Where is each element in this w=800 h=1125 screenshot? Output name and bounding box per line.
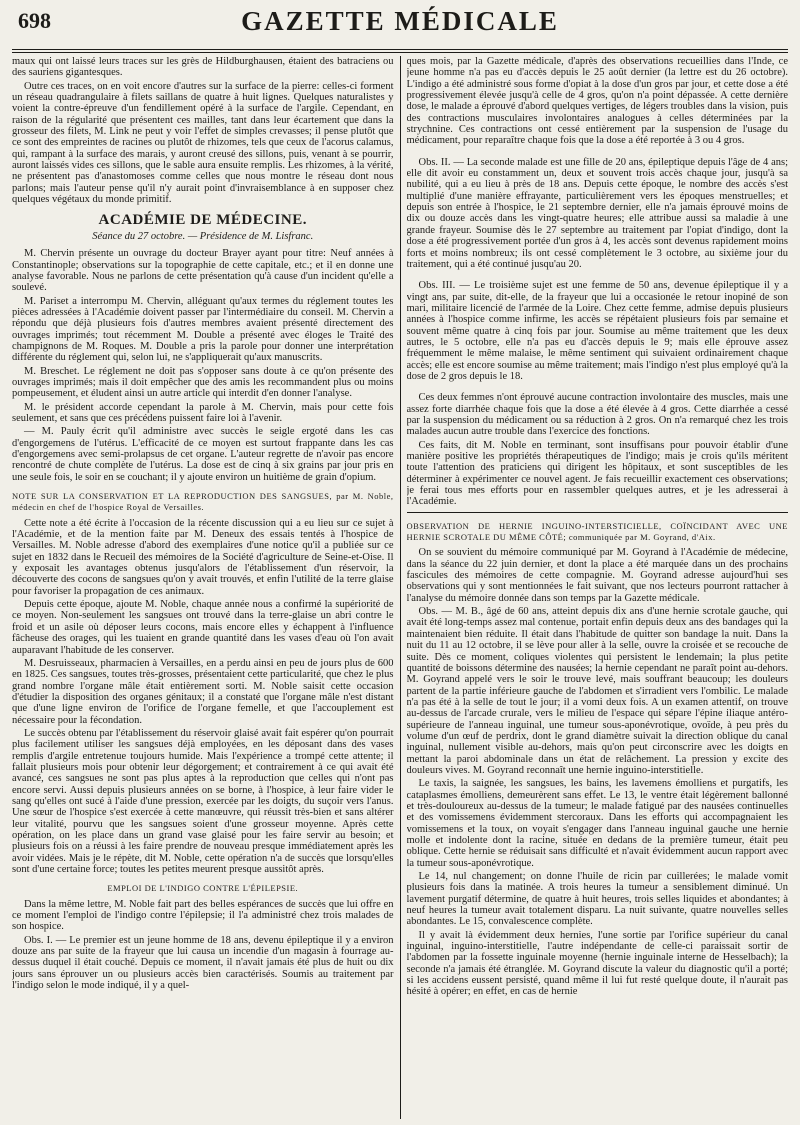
paragraph: Ces faits, dit M. Noble en terminant, sont insuffisans pour pouvoir établir d'une manière positive les propriétés thérapeutiques de l'indigo; mais je crois qu'ils méritent toute l'attention des praticiens qui dirigent les hôpitaux, et sont susceptibles de les déterminer à expérimenter ce nouvel agent. Je fais recueillir exactement ces observations; je ferai tous mes efforts pour en rassembler quelques autres, et je les adresserai à l'Académie. — [406, 439, 788, 508]
paragraph: Ces deux femmes n'ont éprouvé aucune contraction involontaire des muscles, mais une assez forte diarrhée chaque fois que la dose a été élevée à 4 gros. Cette diarrhée a cessé par la suspension du médicament ou sa réduction à 2 gros. On n'a remarqué chez les trois malades aucun autre trouble dans l'exercice des fonctions. — [406, 392, 788, 438]
paragraph: Outre ces traces, on en voit encore d'autres sur la surface de la pierre: celles-ci forment un réseau quadrangulaire à filets saillans de quatre à huit lignes. Quelques naturalistes y voient la contre-épreuve d'un fendillement opéré à la surface de l'argile. Cependant, en raison de la régularité que présentent ces mailles, tant dans leur écartement que dans la grosseur des filets, M. Link ne peut y voir l'effet de simples crevasses; il pense plutôt que ce sont des empreintes de racines ou plutôt de rhizomes, tels que ceux de l'acorus calamus, qui, rampant à la surface des marais, y auront creusé des sillons, puis, venant à se pourrir, auront laissés vides ces sillons, que le sable aura ensuite remplis. Les rhizomes, à la vérité, ne présentent pas d'anastomoses comme celles que nous montre le réseau dont nous parlons; mais l'auteur pense qu'il n'y aurait point d'invraisemblance à en supposer chez quelques végétaux du monde primitif. — [12, 80, 394, 206]
section-rule — [407, 512, 789, 513]
paragraph: M. Chervin présente un ouvrage du docteur Brayer ayant pour titre: Neuf années à Constantinople; observations sur la topographie de cette capitale, etc.; et il en donne une analyse favorable. Nous ne parlons de cette présentation qu'à cause d'un incident qu'elle a soulevé. — [12, 248, 394, 294]
paragraph: maux qui ont laissé leurs traces sur les grès de Hildburghausen, étaient des batraciens ou des sauriens gigantesques. — [12, 56, 394, 79]
journal-title: GAZETTE MÉDICALE — [241, 6, 559, 36]
paragraph: Dans la même lettre, M. Noble fait part des belles espérances de succès que lui offre en ce moment l'emploi de l'indigo contre l'épilepsie; il l'a administré chez trois malades de son hospice. — [12, 898, 394, 933]
paragraph: M. Desruisseaux, pharmacien à Versailles, en a perdu ainsi en peu de jours plus de 600 en 1825. Ces sangsues, toutes très-grosses, présentaient cette particularité, que chez le plus grand nombre l'organe mâle était entièrement sorti. M. Noble saisit cette occasion d'étudier la disposition des organes génitaux; il a constaté que l'organe mâle n'est distant que d'une ligne environ de l'orifice de l'organe femelle, et que l'accouplement est nécessaire pour la fécondation. — [12, 657, 394, 726]
header-rule — [12, 49, 788, 50]
paragraph: On se souvient du mémoire communiqué par M. Goyrand à l'Académie de médecine, dans la séance du 22 juin dernier, et dont la place a été marquée dans un des prochains fascicules des mémoires de cette compagnie. M. Goyrand adresse aujourd'hui ses observations qui y sont mentionnées le fait suivant, que nos lecteurs pourront rattacher à l'analyse du mémoire donnée dans son temps par la Gazette médicale. — [406, 547, 788, 604]
paragraph: Il y avait là évidemment deux hernies, l'une sortie par l'orifice supérieur du canal inguinal, inguino-interstitielle, l'autre indépendante de celle-ci paraissait sortir de l'abdomen par la fossette inguinale moyenne (hernie inguinale interne de Hesselbach); la seconde n'a jamais été étranglée. M. Goyrand discute la valeur du diagnostic qu'il a porté; si les accidens eussent persisté, quand même il lui fut resté quelque doute, il n'aurait pas hésité à opérer; en effet, en cas de hernie — [406, 929, 788, 998]
paragraph: Obs. I. — Le premier est un jeune homme de 18 ans, devenu épileptique il y a environ douze ans par suite de la frayeur que lui causa un incendie d'un magasin à fourrage au-dessus duquel il était couché. Depuis ce moment, il n'avait jamais été plus de huit ou dix jours sans éprouver un ou plusieurs accès bien caractérisés. Soumis au traitement par l'indigo selon le mode indiqué, il y a quel- — [12, 934, 394, 992]
paragraph: ques mois, par la Gazette médicale, d'après des observations recueillies dans l'Inde, ce jeune homme n'a pas eu d'accès depuis le 25 août dernier (la lettre est du 26 octobre). L'indigo a été administré sous forme d'opiat à la dose d'un gros par jour, et cette dose a été progressivement élevée jusqu'à celle de 4 gros, qu'on n'a point dépassée. A cette dernière dose, le malade a éprouvé d'abord quelques vertiges, de légers troubles dans la vision, puis des contractions musculaires involontaires analogues à celles déterminées par la strychnine. Ces contractions ont cessé entièrement par la suspension de l'usage du médicament, pour reparaître chaque fois que la dose a été reportée à 3 ou 4 gros. — [406, 56, 788, 147]
paragraph: Le succès obtenu par l'établissement du réservoir glaisé avait fait espérer qu'on pourrait plus facilement utiliser les sangsues déjà employées, en les déposant dans des vases remplis d'argile entretenue toujours humide. Mais l'expérience a trompé cette attente; il fallait plusieurs mois pour obtenir leur dégorgement; et contrairement à ce qui avait été avancé, ces sangsues ne sont pas plus aptes à la reproduction que celles qui n'ont pas encore servi. Aussi depuis plusieurs années on se borne, à l'hospice, à leur faire vider le sang qu'elles ont sucé à l'aide d'une pression, exercée par les doigts, du suçoir vers l'anus. Une sœur de l'hospice s'est exercée à cette manœuvre, qui réussit très-bien et sans altérer leur vitalité, pourvu que les sangsues soient d'une grosseur moyenne. Après cette opération, on les place dans un grand vase glaisé pour les faire servir au besoin; et plusieurs fois on a réussi à les faire prendre de nouveau presque immédiatement après les avoir vidées. Mais je le répète, dit M. Noble, cette opération n'a de succès que lorsqu'elles sont d'une certaine force; toutes les petites meurent presque aussitôt après. — [12, 727, 394, 876]
paragraph: M. Pariset a interrompu M. Chervin, alléguant qu'aux termes du réglement toutes les pièces adressées à l'Académie doivent passer par l'intermédiaire du conseil. M. Chervin a répondu que déjà plusieurs fois d'autres membres avaient présenté directement des ouvrages imprimés; tout récemment M. Double a présenté avec éloges le Traité des champignons de M. Roques. M. Double a pris la parole pour donner une interprétation différente du réglement qui, selon lui, ne s'appliquerait qu'aux manuscrits. — [12, 295, 394, 364]
hernia-heading: OBSERVATION DE HERNIE INGUINO-INTERSTICIELLE, COÏNCIDANT AVEC UNE HERNIE SCROTALE DU MÊME CÔTÉ; communiquée par M. Goyrand, d'Aix. — [406, 520, 788, 543]
paragraph: — M. Pauly écrit qu'il administre avec succès le seigle ergoté dans les cas d'engorgemens de l'utérus. L'efficacité de ce moyen est surtout frappante dans les cas d'engorgemens avec semi-prolapsus de cet organe. L'auteur regrette de n'avoir pas encore rencontré de chute complète de l'utérus. La dose est de cinq à six grains par jour pris en une seule fois, le soir en se couchant; il y ajoute environ un huitième de grain d'opium. — [12, 426, 394, 483]
header-rule-thin — [12, 52, 788, 53]
article-columns — [12, 56, 788, 1119]
page-number: 698 — [18, 8, 51, 33]
paragraph: Depuis cette époque, ajoute M. Noble, chaque année nous a confirmé la supériorité de ce moyen. Non-seulement les sangsues ont trouvé dans la terre-glaise un abri contre le froid et un asile où déposer leurs cocons, mais encore elles y échappent à l'influence fâcheuse des orages, qui les tuaient en grande quantité dans les vases d'eau où l'on avait auparavant l'habitude de les conserver. — [12, 599, 394, 656]
paragraph: Obs. — M. B., âgé de 60 ans, atteint depuis dix ans d'une hernie scrotale gauche, qui avait été long-temps assez mal contenue, portait enfin depuis deux ans des bandages qui la maintenaient bien réduite. Il était dans l'habitude de quitter son bandage la nuit. Dans la nuit du 11 au 12 octobre, il se lève pour aller à la selle, ouvre la croisée et se recouche de suite. Dès ce moment, coliques violentes qui persistent le lendemain; la plus petite quantité de boissons détermine des nausées; la hernie cependant ne paraît point au-dehors. M. Goyrand appelé vers le soir le trouve levé, mais souffrant beaucoup; les douleurs partent de la partie inférieure gauche de l'abdomen et s'irradient vers l'ombilic. Le malade n'a pas été à la selle de tout le jour; il a vomi deux fois. A un examen attentif, on trouve au-dessus de l'arcade crurale, vers le milieu de l'espace qui sépare l'épine iliaque antéro-supérieure de l'anneau inguinal, une tumeur sous-aponévrotique, ovoïde, à peu près du volume d'un œuf de perdrix, dont le grand diamètre suivait la direction oblique du canal inguinal, nullement visible au-dehors, mais qu'on peut circonscrire avec les doigts en mettant la paroi abdominale dans un état de relâchement. La pression y excite des douleurs vives. M. Goyrand reconnaît une hernie inguino-interstitielle. — [406, 606, 788, 776]
paragraph: Obs. II. — La seconde malade est une fille de 20 ans, épileptique depuis l'âge de 4 ans; elle dit avoir eu constamment un, deux et souvent trois accès chaque jour, jusqu'à sa nubilité, qui a eu lieu à près de 18 ans. Depuis cette époque, le nombre des accès s'est multiplié d'une manière effrayante, particulièrement vers les époques menstruelles; et depuis son entrée à l'hospice, le 21 septembre dernier, elle n'a jamais éprouvé moins de dix ou douze accès dans les vingt-quatre heures; elle attribue aussi sa maladie à une grande frayeur. Soumise dès le 27 septembre au traitement par l'opiat d'indigo, dont la dose a été progressivement portée d'un gros à 4, les accès sont devenus rapidement moins forts et moins nombreux; ils ont cessé complètement le 3 octobre, au sixième jour du traitement, qui a été continué jusqu'au 20. — [406, 156, 788, 270]
left-column — [12, 56, 394, 1119]
paragraph: Obs. III. — Le troisième sujet est une femme de 50 ans, devenue épileptique il y a vingt ans, par suite, dit-elle, de la frayeur que lui a occasionée le retour inopiné de son mari, militaire licencié de l'armée de la Loire. Chez cette femme, admise depuis plusieurs années à l'hospice comme infirme, les accès se répétaient plusieurs fois par semaine et souvent même quatre à cinq fois par jour. Soumise au même traitement que les deux autres, le 5 octobre, elle n'a pas eu d'accès depuis le 9; mais elle éprouve assez fréquemment le même malaise, le même sentiment qui suivaient ordinairement chaque accès; elle est encore soumise au même traitement; mais l'indigo n'est plus employé qu'à la dose de 2 gros depuis le 18. — [406, 280, 788, 382]
paragraph: Le 14, nul changement; on donne l'huile de ricin par cuillerées; le malade vomit plusieurs fois dans la matinée. A trois heures la tumeur a sensiblement diminué. Un lavement purgatif détermine, de quatre à huit heures, trois selles liquides et abondantes; à neuf heures la tumeur avait totalement disparu. La nuit suivante, quatre nouvelles selles abondantes. Le 15, convalescence complète. — [406, 871, 788, 928]
paragraph: M. le président accorde cependant la parole à M. Chervin, mais pour cette fois seulement, et sans que ces précédens puissent faire loi à l'avenir. — [12, 401, 394, 424]
indigo-heading: EMPLOI DE L'INDIGO CONTRE L'ÉPILEPSIE. — [107, 883, 299, 894]
masthead — [12, 4, 788, 54]
column-divider — [400, 56, 401, 1119]
session-subheading: Séance du 27 octobre. — Présidence de M. Lisfranc. — [92, 230, 314, 242]
right-column — [407, 56, 789, 1119]
section-heading-academy: ACADÉMIE DE MÉDECINE. — [98, 212, 307, 229]
paragraph: Cette note a été écrite à l'occasion de la récente discussion qui a eu lieu sur ce sujet à l'Académie, et de la mention faite par M. Deneux des essais tentés à l'hospice de Versailles. M. Noble adresse d'abord des exemplaires d'une notice qu'il a publiée sur ce sujet en 1832 dans le Recueil des mémoires de la Société d'agriculture de Seine-et-Oise. Il y exposait les avantages obtenus jusqu'alors de l'établissement d'un réservoir, la découverte des cocons de sangsues qu'on y avait trouvés, et enfin l'utilité de la terre glaise pour favoriser la propagation de ces animaux. — [12, 517, 394, 597]
paragraph: Le taxis, la saignée, les sangsues, les bains, les lavemens émolliens et purgatifs, les cataplasmes émolliens, demeurèrent sans effet. Le 13, le ventre était légèrement ballonné et très-douloureux au-dessus de la tumeur; le malade fatigué par des nausées continuelles et des vomissemens évidemment stercoraux. Dans les efforts qui accompagnaient les vomissemens et la toux, on voyait s'engager dans l'anneau inguinal gauche une hernie molle et indolente dont la racine, située en dedans de la première tumeur, était peu oblique. Cette hernie se réduisait sans difficulté et n'avait évidemment aucun rapport avec la tumeur sous-aponévrotique. — [406, 778, 788, 869]
paragraph: M. Breschet. Le réglement ne doit pas s'opposer sans doute à ce qu'on présente des ouvrages imprimés; mais il doit empêcher que des amis les recommandent plus ou moins pompeusement, et éludent ainsi un autre article qui interdit d'en donner l'analyse. — [12, 365, 394, 400]
leech-note-heading: NOTE SUR LA CONSERVATION ET LA REPRODUCTION DES SANGSUES, par M. Noble, médecin en chef de l'hospice Royal de Versailles. — [12, 491, 394, 513]
